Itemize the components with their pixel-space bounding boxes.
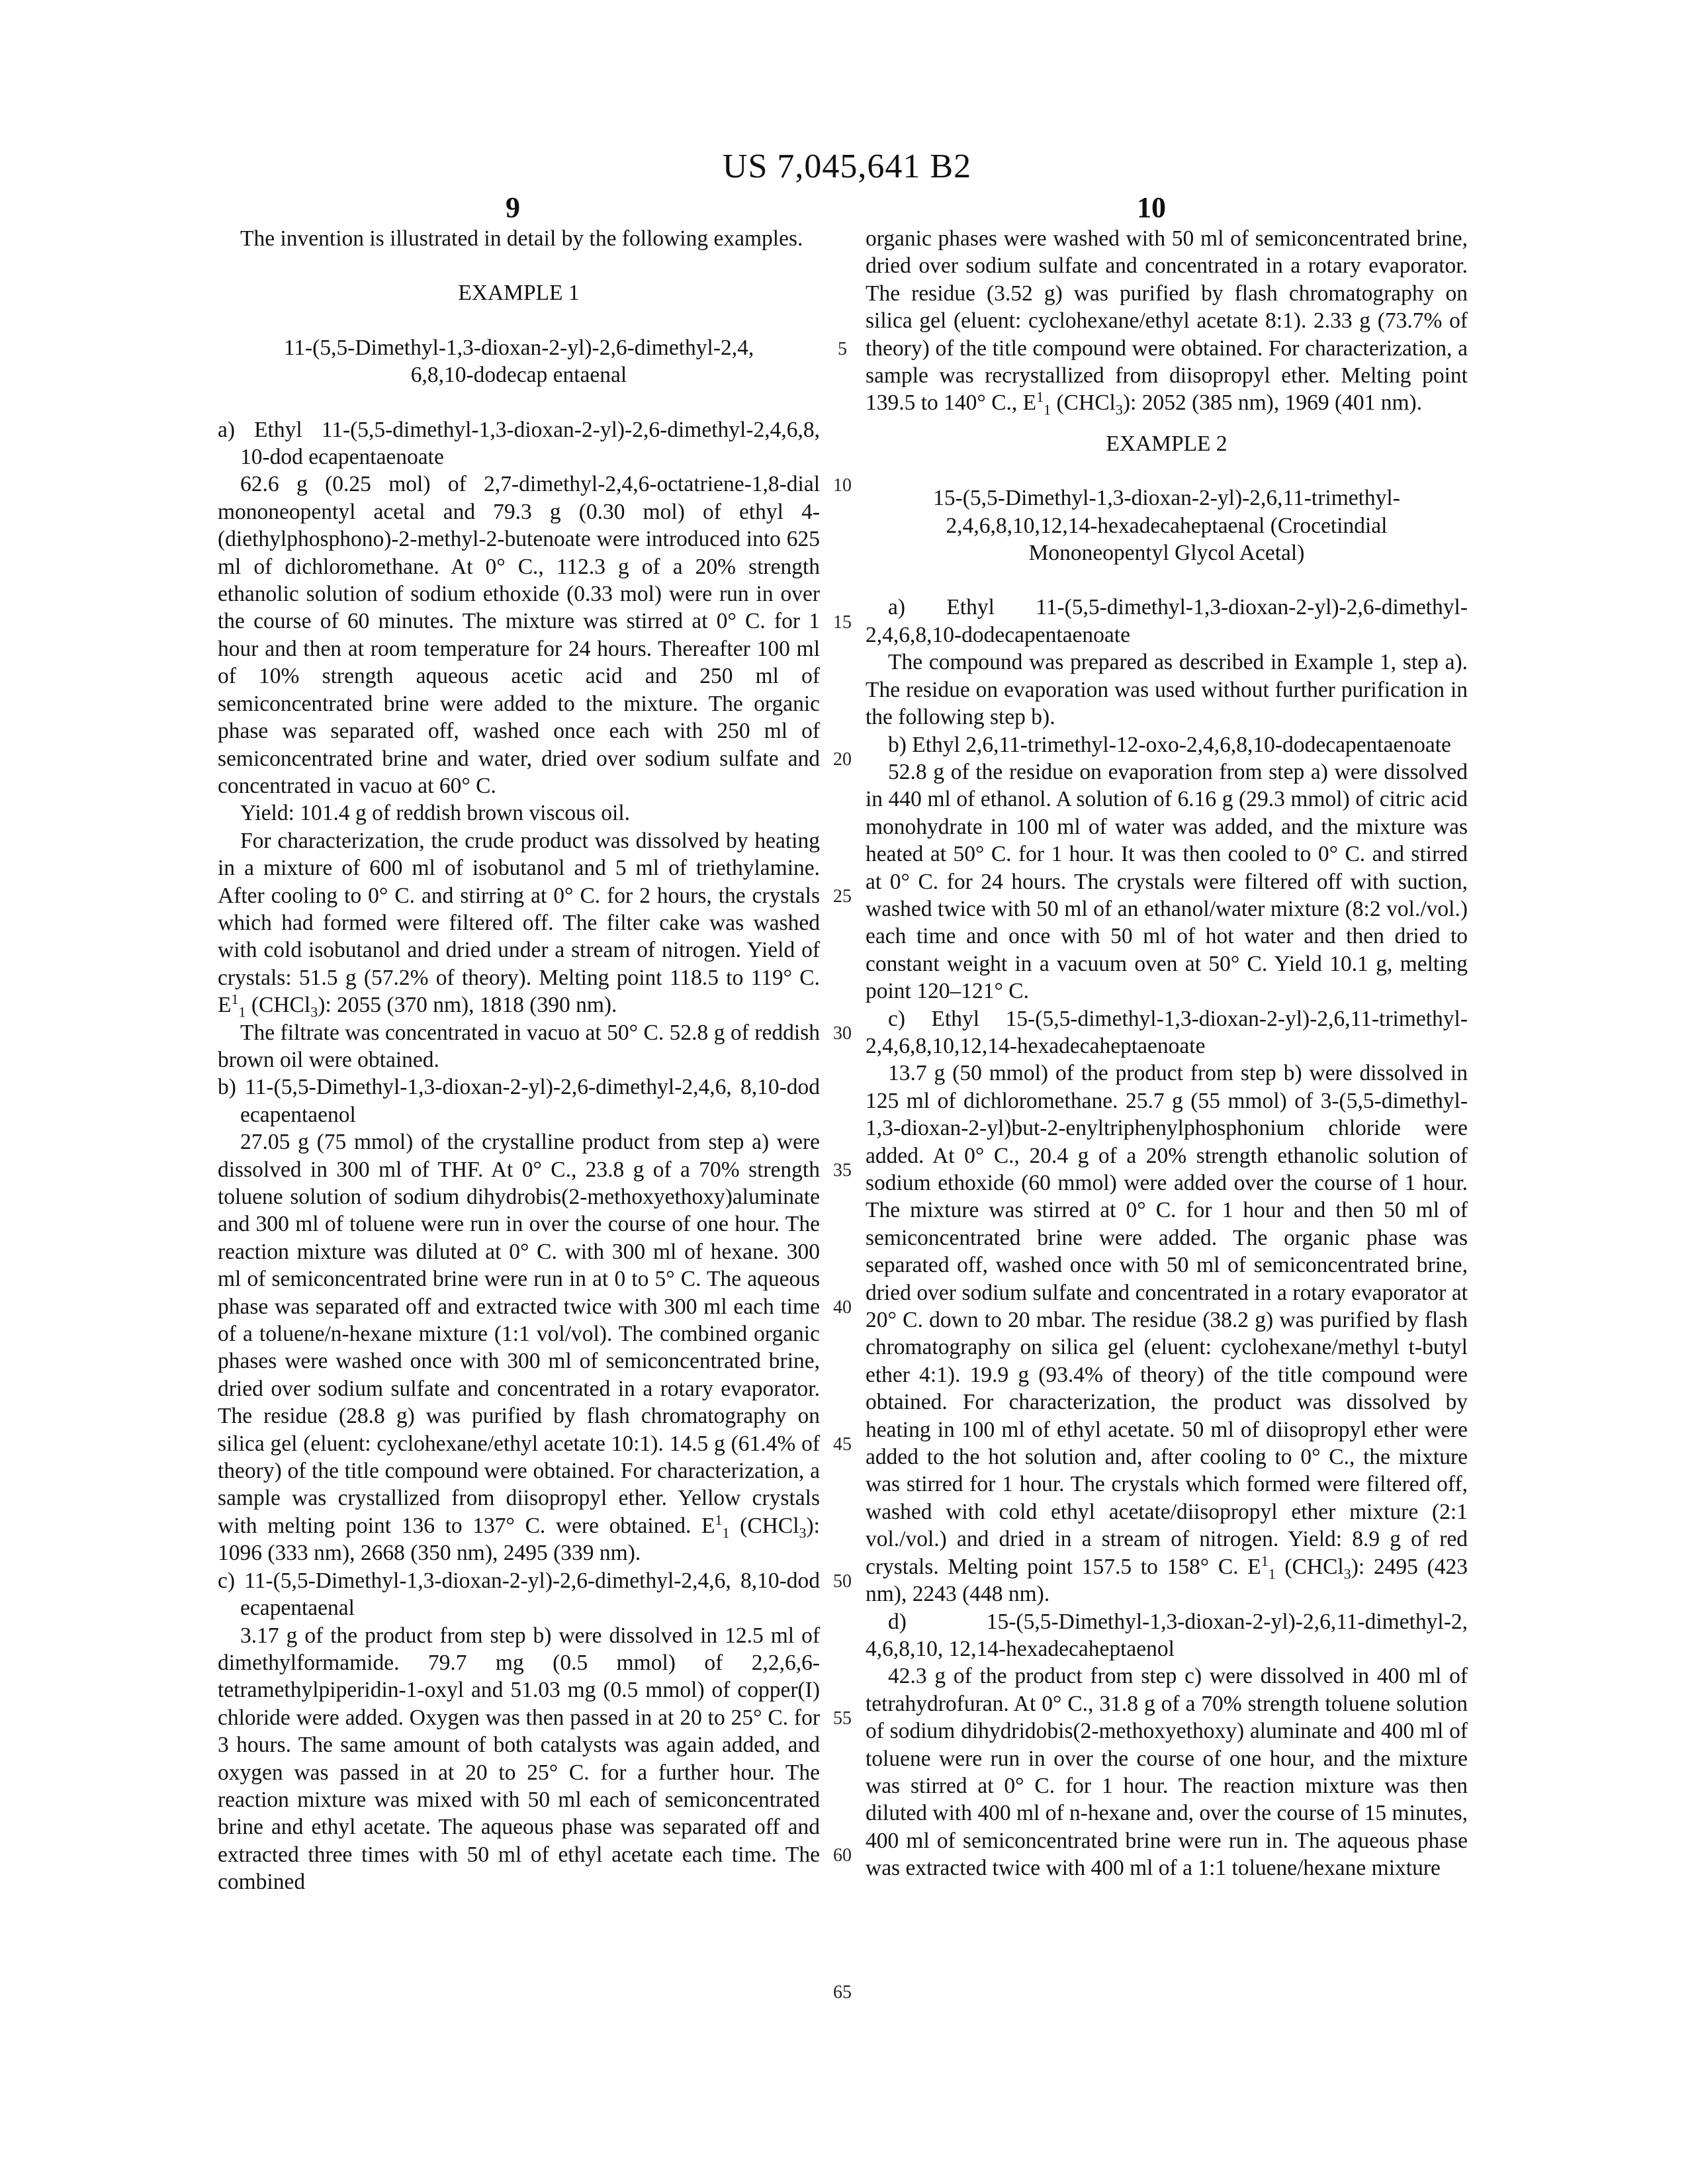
example-1-title-line: 6,8,10-dodecap entaenal <box>218 361 820 388</box>
line-number: 50 <box>823 1571 862 1592</box>
continued-paragraph: organic phases were washed with 50 ml of semiconcentrated brine, dried over sodium sulfate and concentrated in a rotary evaporator. The residue (3.52 g) was purified by flash chromatography on silica gel (eluent: cyclohexane/ethyl acetate 8:1). 2.33 g (73.7% of theory) of the title compound were obtained. For characterization, a sample was recrystallized from diisopropyl ether. Melting point 139.5 to 140° C., E11 (CHCl3): 2052 (385 nm), 1969 (401 nm). <box>866 225 1468 417</box>
step-a-heading: a) Ethyl 11-(5,5-dimethyl-1,3-dioxan-2-yl)-2,6-dimethyl-2,4,6,8, 10-dod ecapentaenoate <box>218 416 820 471</box>
line-number: 55 <box>823 1708 862 1729</box>
step-c-paragraph: 3.17 g of the product from step b) were dissolved in 12.5 ml of dimethylformamide. 79.7 mg (0.5 mmol) of 2,2,6,6-tetramethylpiperidin-1-oxyl and 51.03 mg (0.5 mmol) of copper(I) chloride were added. Oxygen was then passed in at 20 to 25° C. for 3 hours. The same amount of both catalysts was again added, and oxygen was passed in at 20 to 25° C. for a further hour. The reaction mixture was mixed with 50 ml each of semiconcentrated brine and ethyl acetate. The aqueous phase was separated off and extracted three times with 50 ml of ethyl acetate each time. The combined <box>218 1622 820 1896</box>
example-2-title-line: 15-(5,5-Dimethyl-1,3-dioxan-2-yl)-2,6,11-trimethyl- <box>866 484 1468 512</box>
patent-number: US 7,045,641 B2 <box>0 147 1694 186</box>
left-column <box>218 225 820 1896</box>
step-d-heading: d) 15-(5,5-Dimethyl-1,3-dioxan-2-yl)-2,6,11-dimethyl-2, 4,6,8,10, 12,14-hexadecaheptaenol <box>866 1608 1468 1663</box>
intro-paragraph: The invention is illustrated in detail by the following examples. <box>218 225 820 252</box>
step-c-heading: c) Ethyl 15-(5,5-dimethyl-1,3-dioxan-2-yl)-2,6,11-trimethyl-2,4,6,8,10,12,14-hexadecaheptaenoate <box>866 1005 1468 1060</box>
line-number: 60 <box>823 1845 862 1866</box>
step-a-paragraph: The compound was prepared as described in Example 1, step a). The residue on evaporation was used without further purification in the following step b). <box>866 649 1468 731</box>
example-2-title-line: Mononeopentyl Glycol Acetal) <box>866 539 1468 567</box>
line-number: 5 <box>823 339 862 360</box>
example-1-heading: EXAMPLE 1 <box>218 279 820 306</box>
example-2-title-line: 2,4,6,8,10,12,14-hexadecaheptaenal (Crocetindial <box>866 512 1468 539</box>
line-number: 30 <box>823 1023 862 1044</box>
step-b-paragraph: 52.8 g of the residue on evaporation from step a) were dissolved in 440 ml of ethanol. A solution of 6.16 g (29.3 mmol) of citric acid monohydrate in 100 ml of water was added, and the mixture was heated at 50° C. for 1 hour. It was then cooled to 0° C. and stirred at 0° C. for 24 hours. The crystals were filtered off with suction, washed twice with 50 ml of an ethanol/water mixture (8:2 vol./vol.) each time and once with 50 ml of hot water and then dried to constant weight in a vacuum oven at 50° C. Yield 10.1 g, melting point 120–121° C. <box>866 758 1468 1005</box>
step-a-paragraph: 62.6 g (0.25 mol) of 2,7-dimethyl-2,4,6-octatriene-1,8-dial mononeopentyl acetal and 79.3 g (0.30 mol) of ethyl 4-(diethylphosphono)-2-methyl-2-butenoate were introduced into 625 ml of dichloromethane. At 0° C., 112.3 g of a 20% strength ethanolic solution of sodium ethoxide (0.33 mol) were run in over the course of 60 minutes. The mixture was stirred at 0° C. for 1 hour and then at room temperature for 24 hours. Thereafter 100 ml of 10% strength aqueous acetic acid and 250 ml of semiconcentrated brine were added to the mixture. The organic phase was separated off, washed once each with 250 ml of semiconcentrated brine and water, dried over sodium sulfate and concentrated in vacuo at 60° C. <box>218 471 820 799</box>
step-a-filtrate: The filtrate was concentrated in vacuo at 50° C. 52.8 g of reddish brown oil were obtained. <box>218 1019 820 1074</box>
step-a-characterization: For characterization, the crude product was dissolved by heating in a mixture of 600 ml of isobutanol and 5 ml of triethylamine. After cooling to 0° C. and stirring at 0° C. for 2 hours, the crystals which had formed were filtered off. The filter cake was washed with cold isobutanol and dried under a stream of nitrogen. Yield of crystals: 51.5 g (57.2% of theory). Melting point 118.5 to 119° C. E11 (CHCl3): 2055 (370 nm), 1818 (390 nm). <box>218 827 820 1019</box>
step-b-heading: b) Ethyl 2,6,11-trimethyl-12-oxo-2,4,6,8,10-dodecapentaenoate <box>866 731 1468 758</box>
line-number: 40 <box>823 1297 862 1318</box>
line-number: 10 <box>823 475 862 496</box>
step-c-paragraph: 13.7 g (50 mmol) of the product from step b) were dissolved in 125 ml of dichloromethane. 25.7 g (55 mmol) of 3-(5,5-dimethyl-1,3-dioxan-2-yl)but-2-enyltriphenylphosphonium chloride were added. At 0° C., 20.4 g of a 20% strength ethanolic solution of sodium ethoxide (60 mmol) were added over the course of 1 hour. The mixture was stirred at 0° C. for 1 hour and then 50 ml of semiconcentrated brine were added. The organic phase was separated off, washed once with 50 ml of semiconcentrated brine, dried over sodium sulfate and concentrated in a rotary evaporator at 20° C. down to 20 mbar. The residue (38.2 g) was purified by flash chromatography on silica gel (eluent: cyclohexane/methyl t-butyl ether 4:1). 19.9 g (93.4% of theory) of the title compound were obtained. For characterization, the product was dissolved by heating in 100 ml of ethyl acetate. 50 ml of diisopropyl ether were added to the hot solution and, after cooling to 0° C., the mixture was stirred for 1 hour. The crystals which formed were filtered off, washed with cold ethyl acetate/diisopropyl ether mixture (2:1 vol./vol.) and dried in a stream of nitrogen. Yield: 8.9 g of red crystals. Melting point 157.5 to 158° C. E11 (CHCl3): 2495 (423 nm), 2243 (448 nm). <box>866 1060 1468 1608</box>
line-number: 25 <box>823 886 862 907</box>
line-number: 65 <box>823 1982 862 2003</box>
step-b-paragraph: 27.05 g (75 mmol) of the crystalline product from step a) were dissolved in 300 ml of THF. At 0° C., 23.8 g of a 70% strength toluene solution of sodium dihydrobis(2-methoxyethoxy)aluminate and 300 ml of toluene were run in over the course of one hour. The reaction mixture was diluted at 0° C. with 300 ml of hexane. 300 ml of semiconcentrated brine were run in at 0 to 5° C. The aqueous phase was separated off and extracted twice with 300 ml each time of a toluene/n-hexane mixture (1:1 vol/vol). The combined organic phases were washed once with 300 ml of semiconcentrated brine, dried over sodium sulfate and concentrated in a rotary evaporator. The residue (28.8 g) was purified by flash chromatography on silica gel (eluent: cyclohexane/ethyl acetate 10:1). 14.5 g (61.4% of theory) of the title compound were obtained. For characterization, a sample was crystallized from diisopropyl ether. Yellow crystals with melting point 136 to 137° C. were obtained. E11 (CHCl3): 1096 (333 nm), 2668 (350 nm), 2495 (339 nm). <box>218 1128 820 1567</box>
example-2-heading: EXAMPLE 2 <box>866 430 1468 457</box>
right-column <box>866 225 1468 1882</box>
line-number: 15 <box>823 612 862 633</box>
step-d-paragraph: 42.3 g of the product from step c) were dissolved in 400 ml of tetrahydrofuran. At 0° C., 31.8 g of a 70% strength toluene solution of sodium dihydridobis(2-methoxyethoxy) aluminate and 400 ml of toluene were run in over the course of one hour, and the mixture was stirred at 0° C. for 1 hour. The reaction mixture was then diluted with 400 ml of n-hexane and, over the course of 15 minutes, 400 ml of semiconcentrated brine were run in. The aqueous phase was extracted twice with 400 ml of a 1:1 toluene/hexane mixture <box>866 1662 1468 1882</box>
line-number: 45 <box>823 1434 862 1455</box>
line-number: 20 <box>823 749 862 770</box>
page-number-left: 9 <box>447 191 579 224</box>
example-1-title-line: 11-(5,5-Dimethyl-1,3-dioxan-2-yl)-2,6-dimethyl-2,4, <box>218 334 820 361</box>
page-number-right: 10 <box>1085 191 1218 224</box>
step-b-heading: b) 11-(5,5-Dimethyl-1,3-dioxan-2-yl)-2,6-dimethyl-2,4,6, 8,10-dod ecapentaenol <box>218 1073 820 1128</box>
step-a-heading: a) Ethyl 11-(5,5-dimethyl-1,3-dioxan-2-yl)-2,6-dimethyl-2,4,6,8,10-dodecapentaenoate <box>866 594 1468 649</box>
step-a-yield: Yield: 101.4 g of reddish brown viscous oil. <box>218 799 820 827</box>
line-number: 35 <box>823 1160 862 1181</box>
step-c-heading: c) 11-(5,5-Dimethyl-1,3-dioxan-2-yl)-2,6-dimethyl-2,4,6, 8,10-dod ecapentaenal <box>218 1567 820 1622</box>
